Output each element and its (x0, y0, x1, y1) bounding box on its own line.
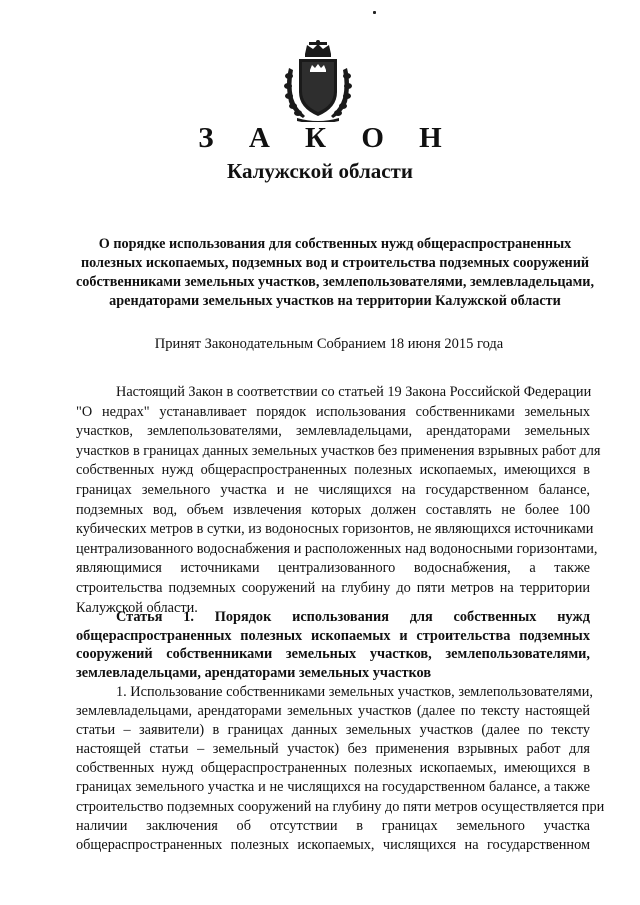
text-line: Калужской области. (76, 599, 198, 616)
text-line: статьи – заявители) в границах данных земельных участков (далее по тексту (76, 722, 590, 739)
law-title (75, 235, 595, 311)
text-line: участков, землепользователями, землевладельцами, арендаторами земельных (76, 423, 590, 440)
article-1-item-1 (76, 683, 605, 855)
text-line: подземных вод, объем извлечения которых должен составлять не более 100 (76, 501, 590, 518)
text-line: строительство подземных сооружений на глубину до пяти метров осуществляется при (76, 798, 605, 815)
preamble-paragraph (76, 383, 601, 618)
text-line: 1. Использование собственниками земельных участков, землепользователями, (116, 684, 593, 700)
text-line: Статья 1. Порядок использования для собственных нужд (116, 609, 590, 625)
law-title-line: полезных ископаемых, подземных вод и строительства подземных сооружений (80, 255, 590, 271)
text-line: кубических метров в сутки, из водоносных горизонтов, не являющихся источниками (76, 521, 594, 538)
law-title-line: О порядке использования для собственных нужд общераспространенных (98, 236, 572, 252)
text-line: наличии заключения об отсутствии в границах земельного участка (76, 817, 590, 834)
text-line: "О недрах" устанавливает порядок использования собственниками земельных (76, 403, 590, 420)
scan-speck (373, 11, 376, 14)
document-region: Калужской области (227, 159, 413, 183)
text-line: сооружений собственниками земельных участков, землепользователями, (76, 646, 590, 662)
text-line: являющимися источниками централизованного водоснабжения, а также (76, 560, 590, 577)
text-line: общераспространенных полезных ископаемых и строительства подземных (76, 627, 590, 644)
text-line: границах земельного участка и не числящихся на государственном балансе, а также (76, 779, 590, 796)
text-line: общераспространенных полезных ископаемых, числящихся на государственном (76, 836, 590, 853)
law-title-line: арендаторами земельных участков на территории Калужской области (109, 293, 561, 309)
article-1-heading (76, 608, 590, 682)
text-line: настоящей статьи – земельный участок) без применения взрывных работ для (76, 741, 590, 758)
text-line: строительства подземных сооружений на глубину до пяти метров на территории (76, 579, 590, 596)
text-line: землевладельцами, арендаторами земельных участков (далее по тексту настоящей (76, 703, 590, 720)
law-title-line: собственниками земельных участков, землепользователями, землевладельцами, (75, 274, 594, 290)
text-line: собственных нужд общераспространенных полезных ископаемых, имеющихся в (76, 760, 590, 777)
text-line: собственных нужд общераспространенных полезных ископаемых, имеющихся в (76, 462, 590, 479)
document-heading: З А К О Н (198, 122, 456, 154)
coat-of-arms-icon (283, 40, 353, 122)
text-line: участков в границах данных земельных участков без применения взрывных работ для (76, 442, 601, 459)
adoption-note: Принят Законодательным Собранием 18 июня 2015 года (154, 336, 504, 352)
text-line: землевладельцами, арендаторами земельных участков (76, 664, 432, 681)
text-line: централизованного водоснабжения и расположенных над водоносными горизонтами, (76, 540, 598, 557)
text-line: границах земельного участка и не числящихся на государственном балансе, (76, 481, 590, 498)
text-line: Настоящий Закон в соответствии со статьей 19 Закона Российской Федерации (116, 384, 592, 400)
